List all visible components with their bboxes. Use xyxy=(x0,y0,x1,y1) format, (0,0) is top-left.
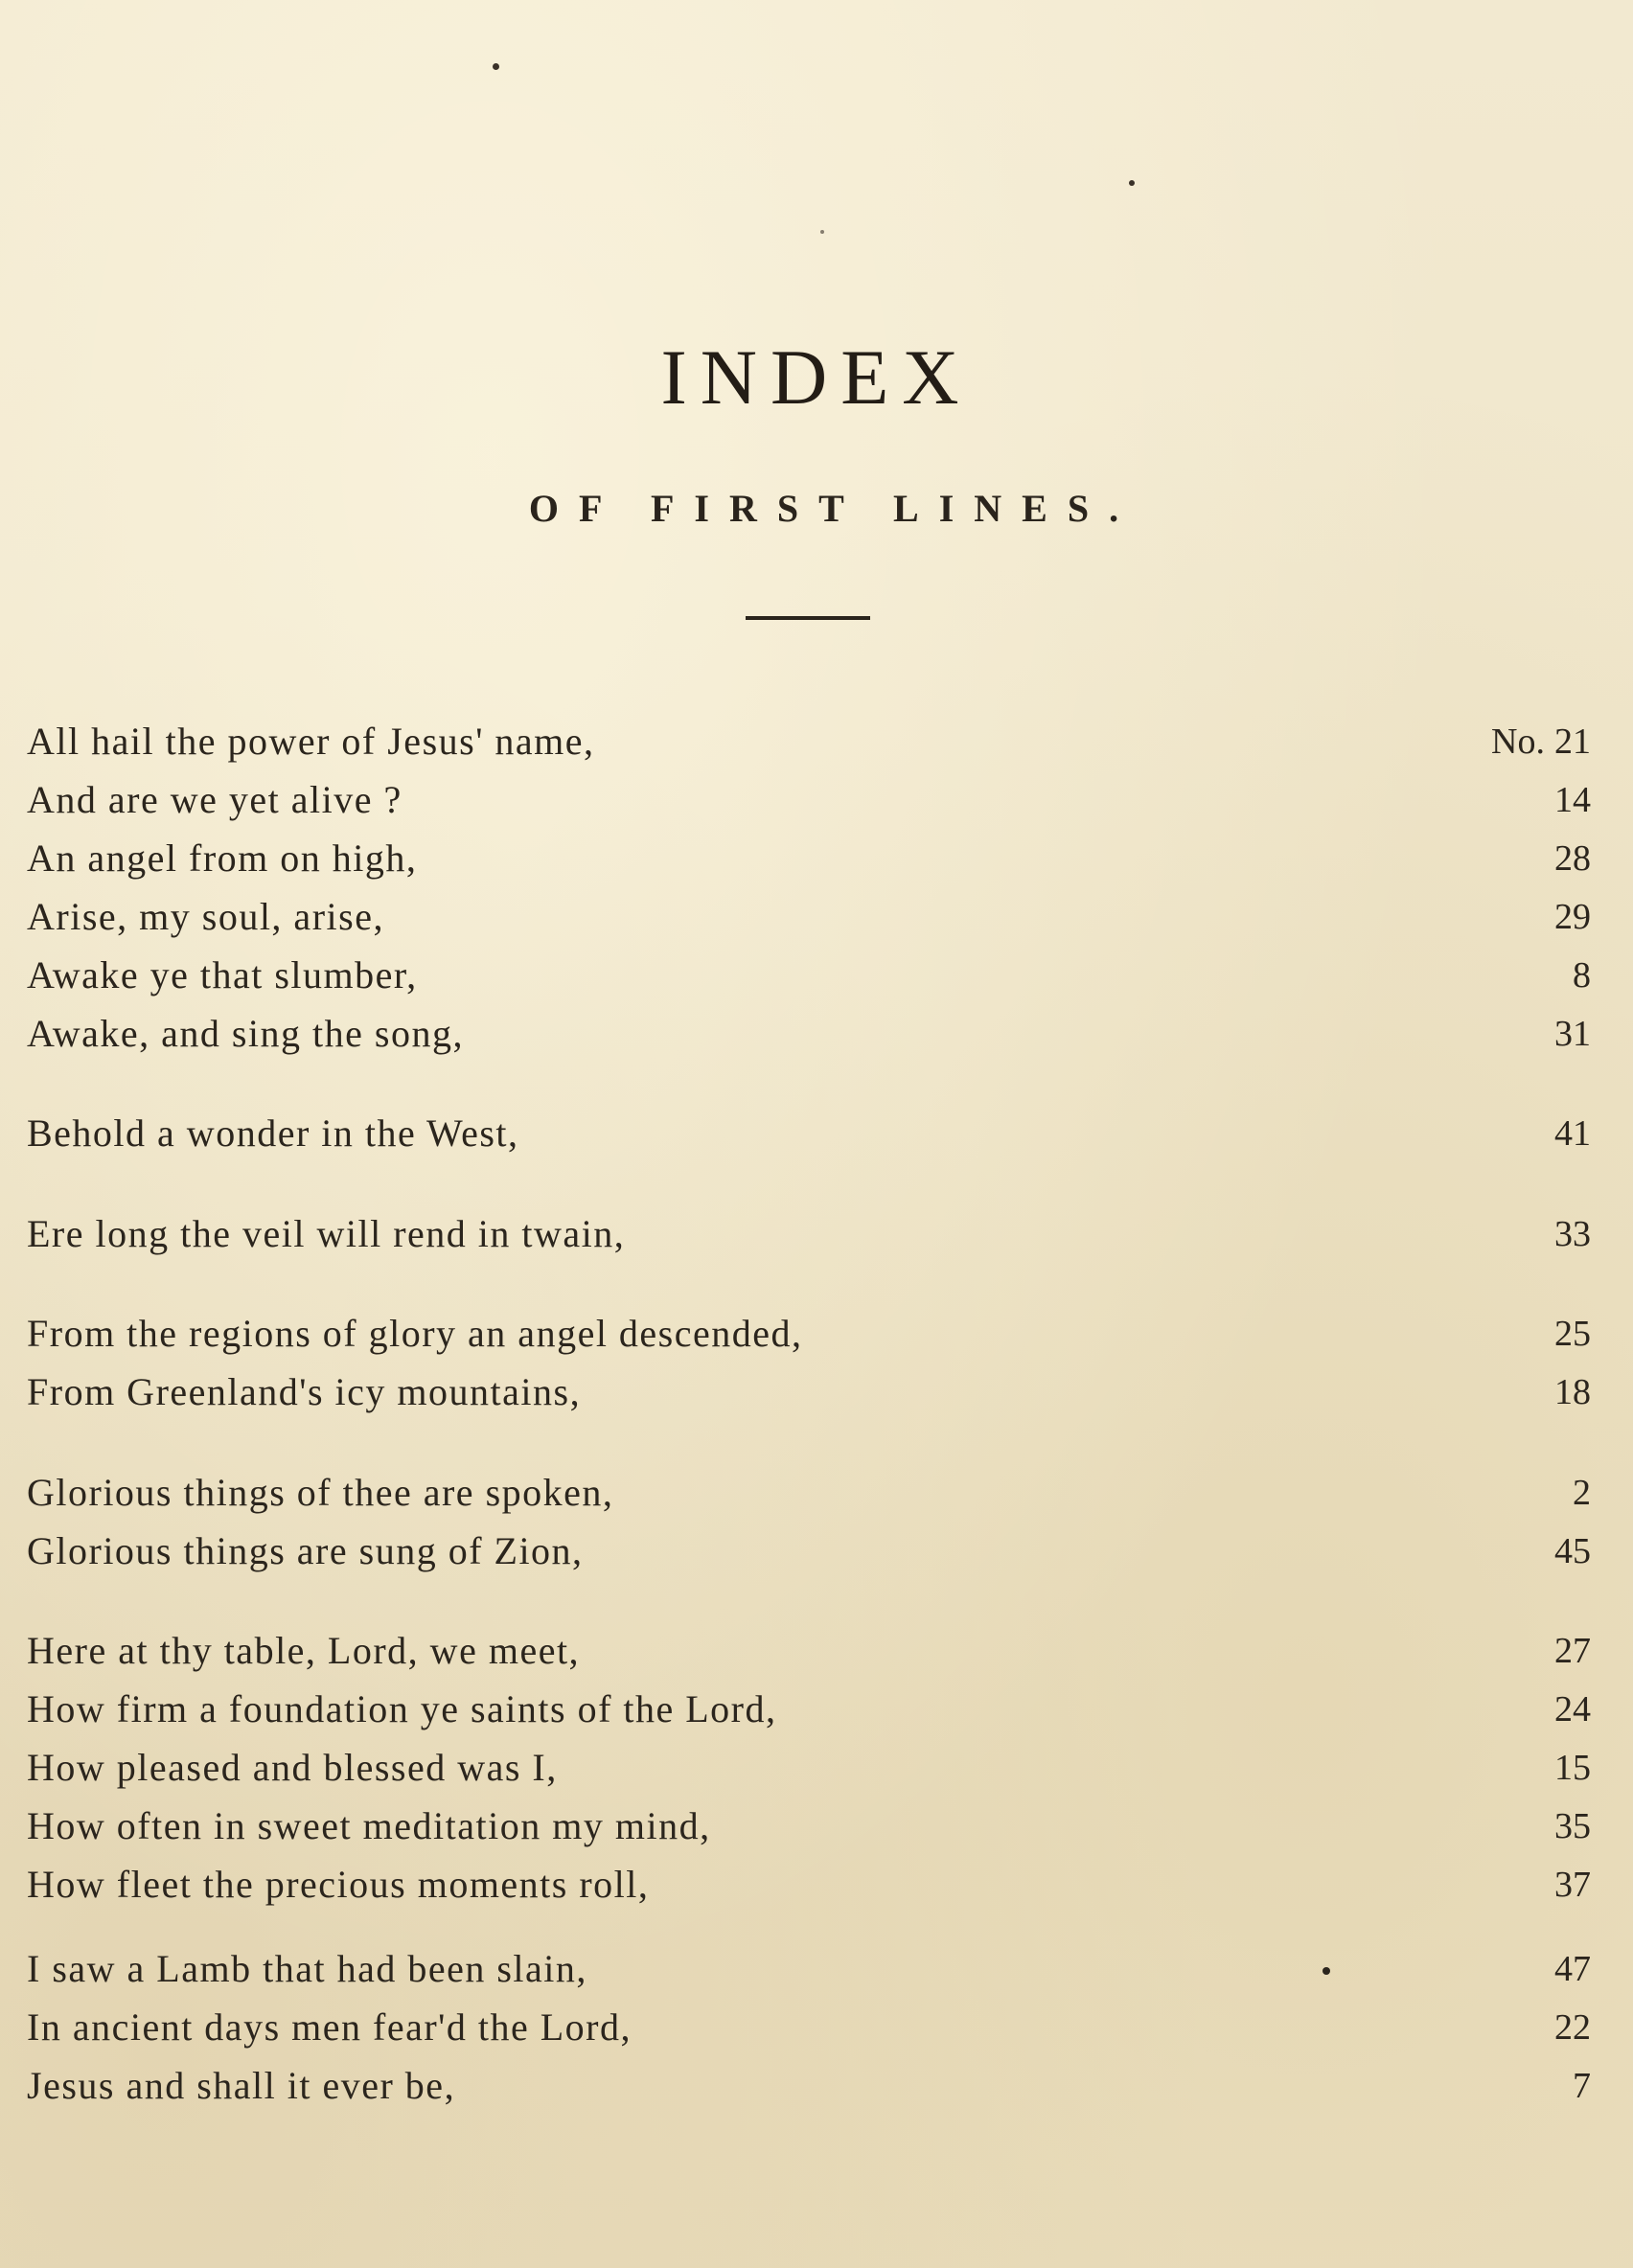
page-subtitle: OF FIRST LINES. xyxy=(528,487,1139,531)
entry-first-line: How firm a foundation ye saints of the Lord, xyxy=(27,1687,777,1730)
entry-first-line: Arise, my soul, arise, xyxy=(27,895,384,938)
entry-hymn-number: 14 xyxy=(1554,780,1591,820)
entry-hymn-number: 33 xyxy=(1554,1214,1591,1254)
entry-hymn-number: 24 xyxy=(1554,1689,1591,1730)
entry-hymn-number: 41 xyxy=(1554,1113,1591,1154)
index-entry xyxy=(27,1860,1591,1910)
entry-hymn-number: 31 xyxy=(1554,1014,1591,1054)
entry-hymn-number: 22 xyxy=(1554,2007,1591,2048)
number-prefix: No. xyxy=(1491,722,1545,762)
entry-first-line: From Greenland's icy mountains, xyxy=(27,1370,582,1413)
entry-first-line: An angel from on high, xyxy=(27,836,418,880)
entry-hymn-number: 25 xyxy=(1554,1314,1591,1354)
index-entry xyxy=(27,834,1591,883)
index-entry xyxy=(27,892,1591,942)
entry-first-line: And are we yet alive ? xyxy=(27,778,402,821)
entry-first-line: I saw a Lamb that had been slain, xyxy=(27,1947,587,1990)
entry-first-line: In ancient days men fear'd the Lord, xyxy=(27,2005,632,2049)
ink-speck xyxy=(820,230,824,234)
entry-hymn-number: 37 xyxy=(1554,1865,1591,1905)
entry-first-line: How fleet the precious moments roll, xyxy=(27,1863,650,1906)
index-entry xyxy=(27,1626,1591,1676)
ink-dot xyxy=(1322,1967,1330,1975)
entry-first-line: How pleased and blessed was I, xyxy=(27,1746,558,1789)
index-entry xyxy=(27,1944,1591,1994)
entry-hymn-number: 29 xyxy=(1554,897,1591,937)
title-divider xyxy=(746,616,870,620)
entry-first-line: Awake, and sing the song, xyxy=(27,1012,464,1055)
entry-hymn-number: 8 xyxy=(1573,955,1591,996)
entry-first-line: Ere long the veil will rend in twain, xyxy=(27,1212,626,1255)
index-entry xyxy=(27,1367,1591,1417)
entry-hymn-number: 45 xyxy=(1554,1531,1591,1571)
hymn-number: 21 xyxy=(1554,722,1591,762)
entry-first-line: From the regions of glory an angel descended, xyxy=(27,1312,803,1355)
entry-hymn-number: 28 xyxy=(1554,838,1591,879)
entry-hymn-number: 27 xyxy=(1554,1631,1591,1671)
entry-hymn-number: 35 xyxy=(1554,1806,1591,1846)
ink-speck xyxy=(493,63,499,70)
entry-first-line: Awake ye that slumber, xyxy=(27,953,418,997)
entry-hymn-number: 2 xyxy=(1573,1473,1591,1513)
index-entry xyxy=(27,1743,1591,1793)
index-entry xyxy=(27,1209,1591,1259)
entry-first-line: All hail the power of Jesus' name, xyxy=(27,720,595,763)
index-entry xyxy=(27,717,1591,767)
index-entry xyxy=(27,1109,1591,1158)
entry-first-line: Here at thy table, Lord, we meet, xyxy=(27,1629,581,1672)
entry-first-line: Glorious things of thee are spoken, xyxy=(27,1471,614,1514)
index-entry xyxy=(27,1684,1591,1734)
index-entry xyxy=(27,775,1591,825)
index-entry xyxy=(27,951,1591,1000)
index-entry xyxy=(27,1009,1591,1059)
entry-first-line: Jesus and shall it ever be, xyxy=(27,2064,456,2107)
entry-hymn-number: 18 xyxy=(1554,1372,1591,1412)
ink-speck xyxy=(1129,180,1135,186)
entry-first-line: Glorious things are sung of Zion, xyxy=(27,1529,584,1572)
entry-first-line: How often in sweet meditation my mind, xyxy=(27,1804,711,1847)
page-title: INDEX xyxy=(660,332,973,421)
entry-first-line: Behold a wonder in the West, xyxy=(27,1111,519,1155)
entry-hymn-number: 15 xyxy=(1554,1748,1591,1788)
index-entry xyxy=(27,1309,1591,1359)
index-entry xyxy=(27,1526,1591,1576)
index-entry xyxy=(27,2061,1591,2111)
index-entry xyxy=(27,2003,1591,2052)
entry-hymn-number: 7 xyxy=(1573,2066,1591,2106)
index-entry xyxy=(27,1468,1591,1518)
entry-hymn-number xyxy=(1491,717,1591,767)
entry-hymn-number: 47 xyxy=(1554,1949,1591,1989)
index-entry xyxy=(27,1801,1591,1851)
